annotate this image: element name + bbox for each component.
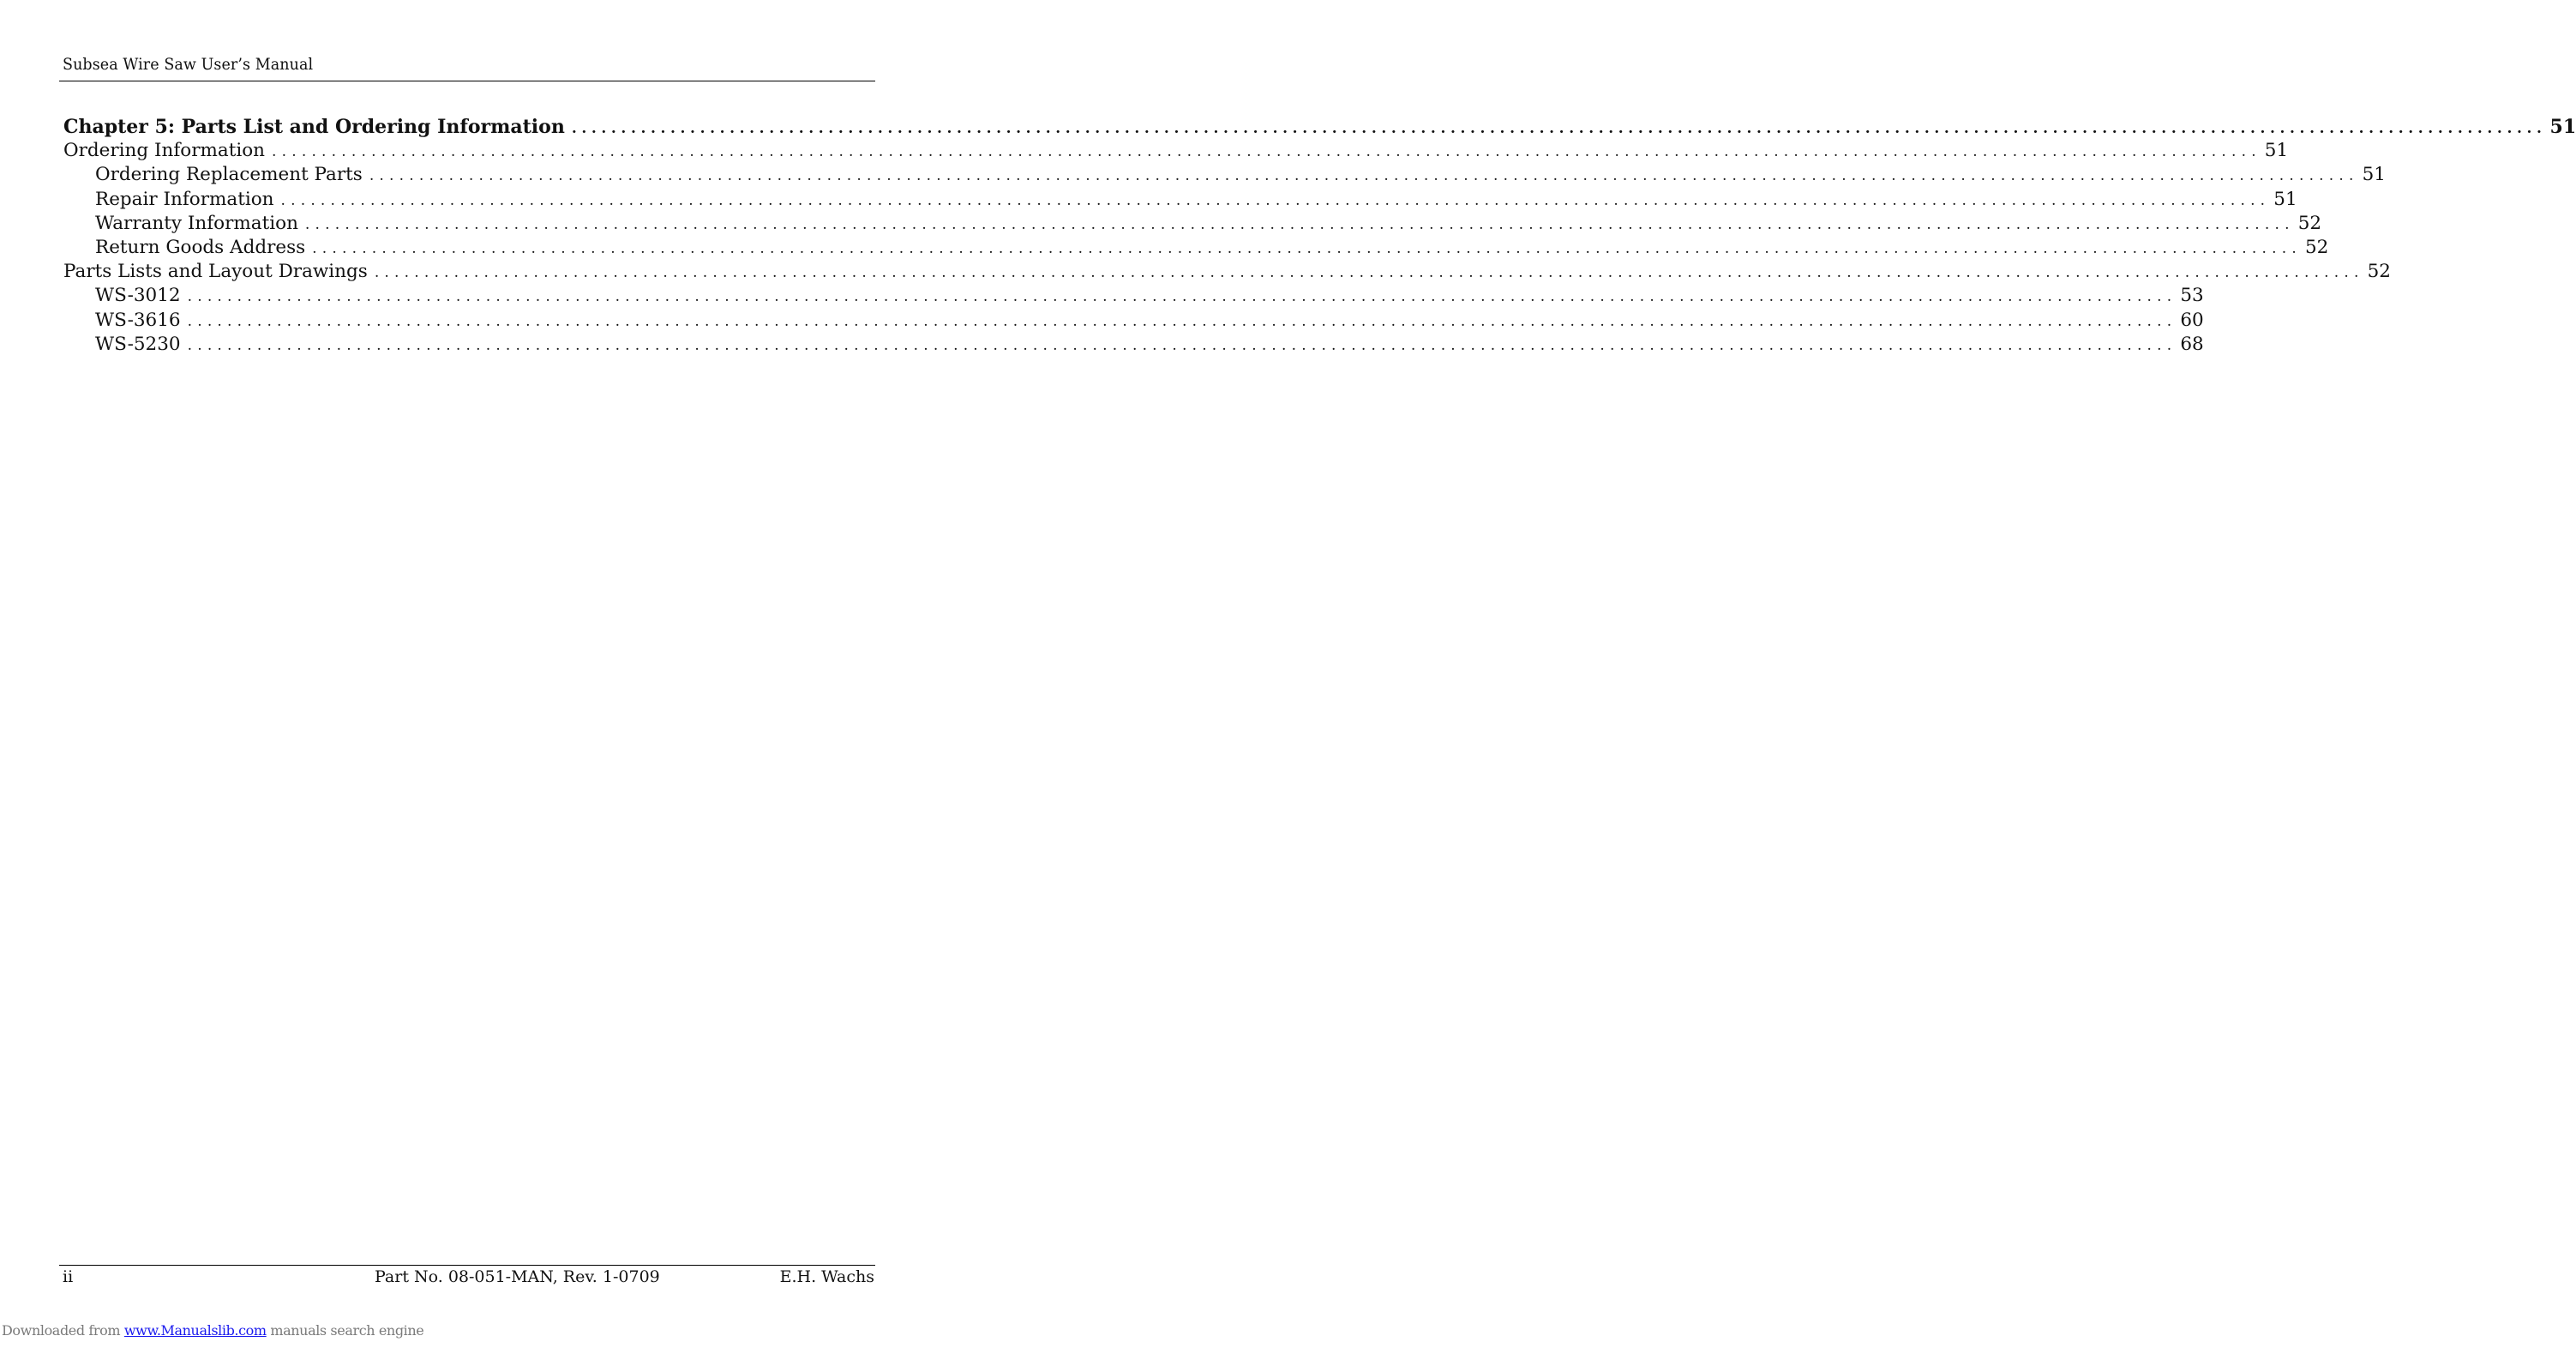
table-of-contents <box>63 116 2576 358</box>
toc-entry-title: Return Goods Address <box>95 236 306 258</box>
toc-entry-title: WS-3012 <box>95 285 181 307</box>
toc-dot-leader: ........................................................................................................................................................................................................ <box>312 239 2302 257</box>
toc-entry-page: 52 <box>2297 212 2322 234</box>
toc-entry-page: 51 <box>2273 188 2297 210</box>
toc-entry-page: 60 <box>2180 309 2204 331</box>
toc-entry[interactable] <box>63 236 2329 261</box>
toc-entry-title: WS-3616 <box>95 309 181 331</box>
toc-entry-page: 52 <box>2367 261 2391 283</box>
running-header: Subsea Wire Saw User’s Manual <box>63 55 314 74</box>
toc-entry-title: Parts Lists and Layout Drawings <box>63 261 368 283</box>
toc-entry[interactable] <box>63 188 2297 213</box>
footer-part-number: Part No. 08-051-MAN, Rev. 1-0709 <box>375 1267 660 1286</box>
toc-dot-leader: ........................................................................................................................................................................................................ <box>369 167 2359 185</box>
toc-entry[interactable] <box>63 116 2576 140</box>
toc-entry-page: 68 <box>2180 333 2204 355</box>
manualslib-link[interactable]: www.Manualslib.com <box>123 1322 267 1339</box>
download-note-prefix: Downloaded from <box>2 1322 121 1339</box>
toc-entry-title: Repair Information <box>95 188 274 210</box>
toc-dot-leader: ........................................................................................................................................................................................................ <box>374 264 2364 282</box>
toc-entry-page: 51 <box>2362 164 2386 186</box>
toc-dot-leader: ........................................................................................................................................................................................................ <box>272 143 2261 161</box>
toc-dot-leader: ........................................................................................................................................................................................................ <box>280 191 2271 209</box>
toc-entry[interactable] <box>63 309 2204 334</box>
toc-entry-title: Warranty Information <box>95 212 298 234</box>
toc-dot-leader: ........................................................................................................................................................................................................ <box>187 288 2177 306</box>
toc-dot-leader: ........................................................................................................................................................................................................ <box>187 336 2177 354</box>
download-note-suffix: manuals search engine <box>270 1322 424 1339</box>
footer-page-number: ii <box>63 1267 74 1286</box>
toc-entry[interactable] <box>63 261 2391 285</box>
toc-dot-leader: ........................................................................................................................................................................................................ <box>187 312 2177 330</box>
toc-entry[interactable] <box>63 140 2289 164</box>
toc-entry-page: 52 <box>2304 236 2329 258</box>
toc-entry[interactable] <box>63 285 2204 309</box>
toc-entry-title: WS-5230 <box>95 333 181 355</box>
toc-dot-leader: ........................................................................................................................................................................................................ <box>571 120 2547 137</box>
toc-entry[interactable] <box>63 212 2322 237</box>
footer-rule <box>59 1265 875 1266</box>
footer-company: E.H. Wachs <box>779 1267 874 1286</box>
toc-entry-title: Chapter 5: Parts List and Ordering Information <box>63 116 565 138</box>
toc-entry-page: 53 <box>2180 285 2204 307</box>
toc-entry-title: Ordering Information <box>63 140 266 162</box>
toc-entry[interactable] <box>63 164 2386 188</box>
toc-entry[interactable] <box>63 333 2204 358</box>
toc-dot-leader: ........................................................................................................................................................................................................ <box>304 215 2295 233</box>
toc-entry-title: Ordering Replacement Parts <box>95 164 363 186</box>
toc-entry-page: 51 <box>2549 116 2576 138</box>
toc-entry-page: 51 <box>2264 140 2289 162</box>
download-note <box>2 1322 423 1339</box>
